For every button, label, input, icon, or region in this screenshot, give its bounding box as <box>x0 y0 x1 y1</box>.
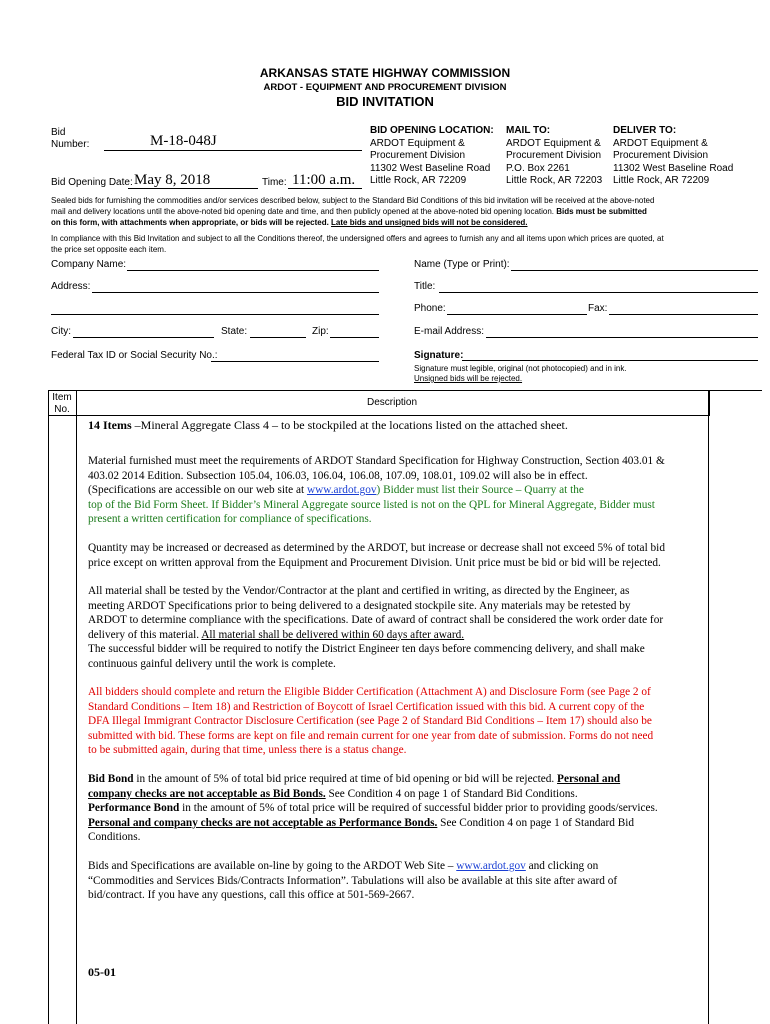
paragraph-line-red: to be submitted again, during that time, unless there is a status change. <box>88 744 407 757</box>
notice-bold: Bids must be submitted <box>556 207 647 216</box>
paragraph-line <box>88 801 708 816</box>
paragraph-line-green: top of the Bid Form Sheet. If Bidder’s Mineral Aggregate source listed is not on the QPL for Mineral Aggregate, Bidder must <box>88 498 655 511</box>
availability-paragraph <box>88 859 708 903</box>
company-name-field[interactable] <box>127 270 379 271</box>
paragraph-line: Material furnished must meet the requirements of ARDOT Standard Specification for Highway Construction, Section 403.01 & <box>88 455 665 467</box>
bid-number-value[interactable]: M-18-048J <box>150 133 217 149</box>
bid-time-value[interactable]: 11:00 a.m. <box>292 172 356 188</box>
performance-bond-term: Performance Bond <box>88 802 180 815</box>
paragraph-line <box>88 859 708 874</box>
signature-field[interactable] <box>462 360 758 361</box>
paragraph-text: delivery of this material. <box>88 628 202 641</box>
notice-line <box>51 217 721 228</box>
paragraph-text-green: ) Bidder must list their Source – Quarry at the <box>376 484 584 497</box>
paragraph-line-red: submitted with bid. These forms are kept on file and remain current for one year from date of submission. Forms do not need <box>88 729 654 742</box>
mail-to-line: P.O. Box 2261 <box>506 162 570 174</box>
tax-id-field[interactable] <box>211 361 379 362</box>
fax-field[interactable] <box>609 314 758 315</box>
notice-bold: on this form, with attachments when appropriate, or bids will be rejected. <box>51 218 332 227</box>
paragraph-text: See Condition 4 on page 1 of Standard Bid Conditions. <box>325 787 578 800</box>
name-print-label: Name (Type or Print): <box>414 259 510 270</box>
title-field[interactable] <box>439 292 758 293</box>
paragraph-line: “Commodities and Services Bids/Contracts Information”. Tabulations will also be available at this site after award of <box>88 874 618 887</box>
division-subtitle: ARDOT - EQUIPMENT AND PROCUREMENT DIVISION <box>263 82 507 93</box>
fax-label: Fax: <box>588 303 608 314</box>
zip-label: Zip: <box>312 326 329 337</box>
ardot-website-link[interactable]: www.ardot.gov <box>306 484 377 497</box>
item-description: –Mineral Aggregate Class 4 – to be stockpiled at the locations listed on the attached sheet. <box>131 418 568 432</box>
paragraph-line: bid/contract. If you have any questions, call this office at 501-569-2667. <box>88 889 415 902</box>
paragraph-line <box>88 787 708 802</box>
paragraph-line: continuous gainful delivery until the work is complete. <box>88 657 336 670</box>
email-field[interactable] <box>486 337 758 338</box>
state-field[interactable] <box>250 337 306 338</box>
company-name-label: Company Name: <box>51 259 127 270</box>
tax-id-label: Federal Tax ID or Social Security No.: <box>51 350 218 361</box>
item-header-text: Item <box>52 392 72 403</box>
address-field[interactable] <box>92 292 379 293</box>
state-label: State: <box>221 326 248 337</box>
deliver-to-line: ARDOT Equipment & <box>613 137 708 149</box>
phone-label: Phone: <box>414 303 446 314</box>
name-print-field[interactable] <box>511 270 758 271</box>
paragraph-text-bold-underlined: company checks are not acceptable as Bid Bonds. <box>88 787 326 800</box>
table-header-extension <box>708 390 762 416</box>
paragraph-line <box>88 628 708 643</box>
notice-text: mail and delivery locations until the above-noted bid opening date and time, and then publicly opened at the above-noted bid opening location. <box>51 207 557 216</box>
ardot-website-link[interactable]: www.ardot.gov <box>456 860 526 872</box>
paragraph-text-underlined: All material shall be delivered within 60 days after award. <box>201 628 465 641</box>
unsigned-bids-note: Unsigned bids will be rejected. <box>414 374 523 383</box>
paragraph-text: in the amount of 5% of total price will be required of successful bidder prior to providing goods/services. <box>179 802 658 815</box>
deliver-to-heading: DELIVER TO: <box>613 125 677 136</box>
bid-opening-location <box>370 125 494 188</box>
paragraph-text-bold-underlined: Personal and <box>557 773 621 785</box>
location-line: Procurement Division <box>370 150 466 161</box>
address-field-2[interactable] <box>51 314 379 315</box>
table-right-border <box>708 390 709 1024</box>
mail-to-heading: MAIL TO: <box>506 125 551 136</box>
quantity-paragraph <box>88 541 708 570</box>
signature-label: Signature: <box>414 350 464 361</box>
paragraph-line: 403.02 2014 Edition. Subsection 105.04, 106.03, 106.04, 106.08, 107.09, 108.01, 109.02 will also be in effect. <box>88 469 588 482</box>
bid-number-line <box>104 150 362 151</box>
paragraph-line: Conditions. <box>88 831 141 844</box>
paragraph-line: ARDOT to determine compliance with the specifications. Date of award of contract shall be considered the work order date for <box>88 614 664 627</box>
bid-time-label: Time: <box>262 177 287 188</box>
title-label: Title: <box>414 281 436 292</box>
paragraph-line-red: Standard Conditions – Item 18) and Restriction of Boycott of Israel Certification issued with this bid. A current copy of the <box>88 700 645 713</box>
specification-paragraph <box>88 454 708 527</box>
compliance-notice <box>51 233 721 255</box>
mail-to <box>506 125 602 188</box>
item-header-text: No. <box>54 404 70 415</box>
sealed-bids-notice <box>51 195 721 228</box>
notice-line <box>51 206 721 217</box>
signature-note: Signature must legible, original (not photocopied) and in ink. <box>414 364 627 373</box>
bid-opening-date-label: Bid Opening Date: <box>51 177 133 188</box>
item-summary <box>88 418 708 433</box>
notice-line: Sealed bids for furnishing the commodities and/or services described below, subject to the Standard Bid Conditions of this bid invitation will be received at the above-noted <box>51 196 655 205</box>
deliver-to <box>613 125 733 188</box>
paragraph-line <box>88 483 708 498</box>
paragraph-line: price except on written approval from the Equipment and Procurement Division. Unit price must be bid or bid will be rejected. <box>88 556 661 569</box>
item-count: 14 Items <box>88 418 132 432</box>
location-line: ARDOT Equipment & <box>370 137 465 149</box>
paragraph-line-green: present a written certification for compliance of specifications. <box>88 513 372 526</box>
bid-number-label-1: Bid <box>51 127 66 138</box>
location-line: Little Rock, AR 72209 <box>370 175 467 186</box>
paragraph-text: and clicking on <box>525 860 599 872</box>
bond-paragraph <box>88 772 708 845</box>
table-header-bottom <box>48 415 708 416</box>
phone-field[interactable] <box>447 314 587 315</box>
notice-bold-underlined: Late bids and unsigned bids will not be considered. <box>331 218 528 227</box>
document-title: BID INVITATION <box>336 94 434 109</box>
address-label: Address: <box>51 281 91 292</box>
paragraph-text: in the amount of 5% of total bid price required at time of bid opening or bid will be rejected. <box>133 773 558 785</box>
zip-field[interactable] <box>330 337 379 338</box>
deliver-to-line: Little Rock, AR 72209 <box>613 175 710 186</box>
city-label: City: <box>51 326 71 337</box>
paragraph-text: Bids and Specifications are available on-line by going to the ARDOT Web Site – <box>88 860 457 872</box>
notice-line: In compliance with this Bid Invitation and subject to all the Conditions thereof, the undersigned offers and agrees to furnish any and all items upon which prices are quoted, at <box>51 234 664 243</box>
table-left-border <box>48 390 49 1024</box>
location-line: 11302 West Baseline Road <box>370 162 491 174</box>
paragraph-line <box>88 772 708 787</box>
notice-line: the price set opposite each item. <box>51 245 167 254</box>
testing-paragraph <box>88 584 708 672</box>
paragraph-line <box>88 816 708 831</box>
mail-to-line: ARDOT Equipment & <box>506 137 601 149</box>
mail-to-line: Little Rock, AR 72203 <box>506 175 603 186</box>
paragraph-line: Quantity may be increased or decreased as determined by the ARDOT, but increase or decrease shall not exceed 5% of total bid <box>88 542 665 554</box>
bid-opening-date-value[interactable]: May 8, 2018 <box>134 172 211 188</box>
paragraph-line: All material shall be tested by the Vendor/Contractor at the plant and certified in writing, as directed by the Engineer, as <box>88 585 630 597</box>
email-label: E-mail Address: <box>414 326 485 337</box>
bid-opening-location-heading: BID OPENING LOCATION: <box>370 125 494 136</box>
deliver-to-line: Procurement Division <box>613 150 709 161</box>
item-no-header <box>48 392 76 416</box>
paragraph-line-red: All bidders should complete and return the Eligible Bidder Certification (Attachment A) and Disclosure Form (see Page 2 of <box>88 686 651 698</box>
paragraph-line-red: DFA Illegal Immigrant Contractor Disclosure Certification (see Page 2 of Standard Bid Conditions – Item 17) should also be <box>88 715 652 728</box>
bid-bond-term: Bid Bond <box>88 773 134 785</box>
deliver-to-line: 11302 West Baseline Road <box>613 162 734 174</box>
paragraph-text: See Condition 4 on page 1 of Standard Bid <box>437 816 635 829</box>
form-code: 05-01 <box>88 965 116 979</box>
paragraph-text-bold-underlined: Personal and company checks are not acceptable as Performance Bonds. <box>88 816 438 829</box>
city-field[interactable] <box>73 337 214 338</box>
paragraph-line: The successful bidder will be required to notify the District Engineer ten days before commencing delivery, and shall make <box>88 643 645 656</box>
agency-title: ARKANSAS STATE HIGHWAY COMMISSION <box>259 66 511 80</box>
item-column-divider <box>76 390 77 1024</box>
certification-paragraph <box>88 685 708 758</box>
bid-number-label-2: Number: <box>51 139 90 150</box>
mail-to-line: Procurement Division <box>506 150 602 161</box>
description-header: Description <box>366 397 418 408</box>
paragraph-text: (Specifications are accessible on our web site at <box>88 484 307 497</box>
paragraph-line: meeting ARDOT Specifications prior to being delivered to a designated stockpile site. Any materials may be retested by <box>88 599 631 612</box>
